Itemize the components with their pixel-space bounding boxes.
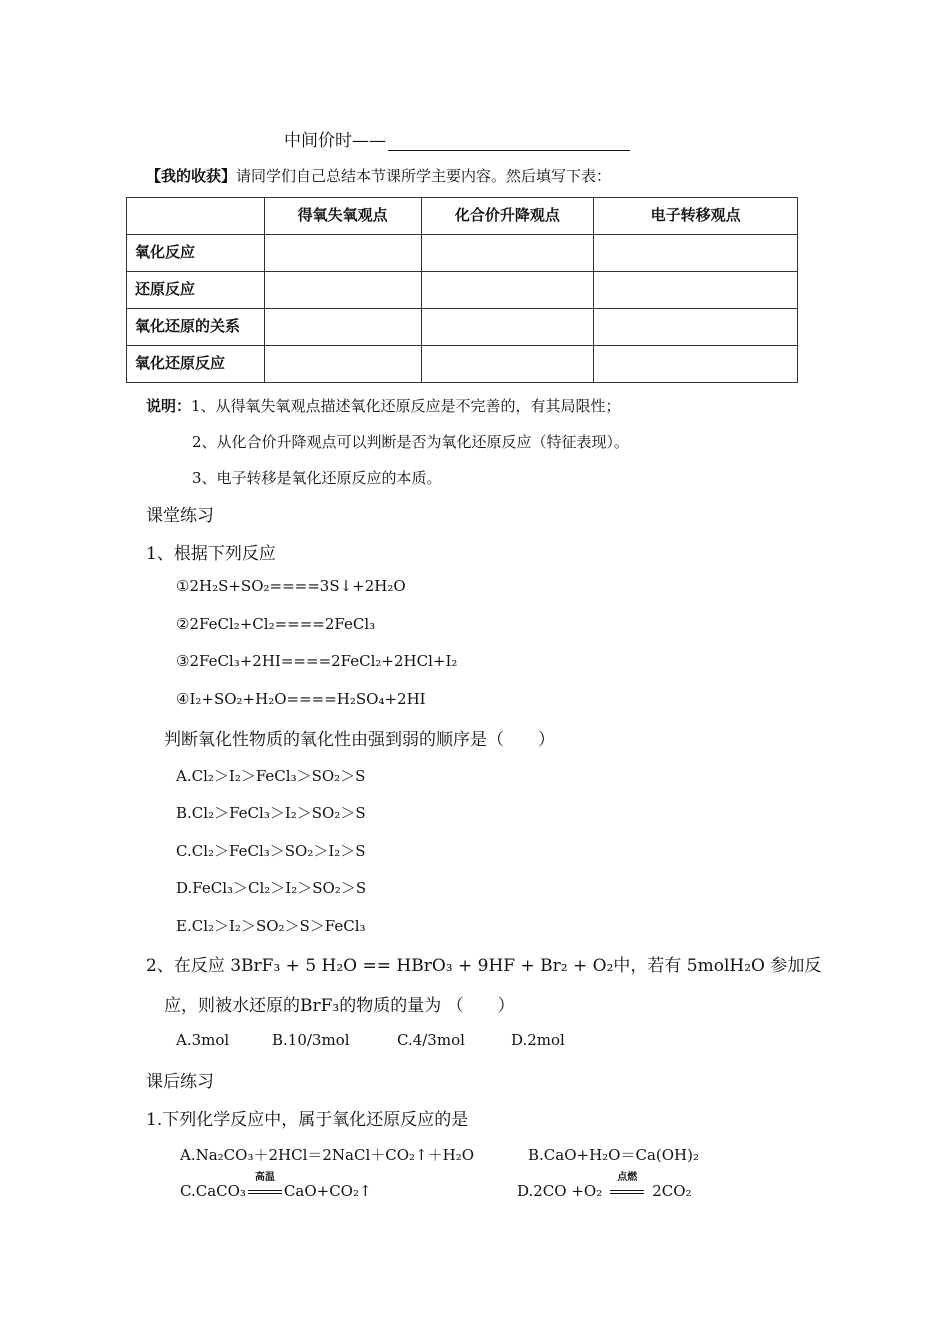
table-header-row bbox=[127, 198, 798, 235]
note-item: 3、电子转移是氧化还原反应的本质。 bbox=[192, 469, 442, 487]
condition-arrow bbox=[608, 1172, 646, 1200]
table-header-cell bbox=[127, 198, 265, 235]
reaction-line: ①2H₂S+SO₂====3S↓+2H₂O bbox=[176, 577, 406, 595]
table-cell[interactable] bbox=[264, 272, 421, 309]
reaction-line: ②2FeCl₂+Cl₂====2FeCl₃ bbox=[176, 615, 376, 633]
row-label: 氧化还原反应 bbox=[127, 346, 265, 383]
table-row bbox=[127, 272, 798, 309]
summary-table bbox=[126, 197, 798, 383]
table-header-cell: 电子转移观点 bbox=[594, 198, 798, 235]
reactant-text: D.2CO +O₂ bbox=[517, 1182, 603, 1200]
condition-arrow bbox=[246, 1172, 284, 1200]
q1-question: 判断氧化性物质的氧化性由强到弱的顺序是（ ） bbox=[164, 730, 555, 750]
option-item[interactable]: E.Cl₂＞I₂＞SO₂＞S＞FeCl₃ bbox=[176, 917, 366, 935]
option-item[interactable]: A.Cl₂＞I₂＞FeCl₃＞SO₂＞S bbox=[176, 767, 366, 785]
table-cell[interactable] bbox=[594, 235, 798, 272]
table-header-cell: 化合价升降观点 bbox=[421, 198, 594, 235]
note-item: 2、从化合价升降观点可以判断是否为氧化还原反应（特征表现）。 bbox=[192, 433, 630, 451]
table-cell[interactable] bbox=[594, 309, 798, 346]
q1-stem: 1、根据下列反应 bbox=[146, 544, 276, 564]
gain-intro bbox=[146, 165, 611, 186]
table-cell[interactable] bbox=[264, 309, 421, 346]
table-cell[interactable] bbox=[264, 235, 421, 272]
condition-label: 高温 bbox=[254, 1172, 275, 1183]
row-label: 氧化反应 bbox=[127, 235, 265, 272]
table-cell[interactable] bbox=[594, 346, 798, 383]
table-row bbox=[127, 235, 798, 272]
reaction-line: ④I₂+SO₂+H₂O====H₂SO₄+2HI bbox=[176, 690, 426, 708]
option-item[interactable]: B.10/3mol bbox=[272, 1031, 350, 1049]
double-line bbox=[248, 1190, 282, 1194]
q2-line2: 应，则被水还原的BrF₃的物质的量为 （ ） bbox=[164, 996, 515, 1016]
option-item[interactable] bbox=[180, 1172, 372, 1200]
condition-label: 点燃 bbox=[617, 1172, 638, 1183]
table-cell[interactable] bbox=[594, 272, 798, 309]
table-cell[interactable] bbox=[264, 346, 421, 383]
product-text: CaO+CO₂↑ bbox=[283, 1182, 372, 1200]
header-label: 中间价时—— bbox=[284, 131, 386, 151]
table-cell[interactable] bbox=[421, 272, 594, 309]
option-item[interactable]: D.FeCl₃＞Cl₂＞I₂＞SO₂＞S bbox=[176, 879, 367, 897]
option-item[interactable]: A.Na₂CO₃＋2HCl＝2NaCl＋CO₂↑＋H₂O bbox=[180, 1146, 475, 1164]
section-title-class-practice: 课堂练习 bbox=[146, 506, 214, 526]
reaction-line: ③2FeCl₃+2HI====2FeCl₂+2HCl+I₂ bbox=[176, 652, 458, 670]
q2-line1: 2、在反应 3BrF₃ + 5 H₂O == HBrO₃ + 9HF + Br₂ + O₂中，若有 5molH₂O 参加反 bbox=[146, 956, 822, 976]
note-line-1 bbox=[146, 395, 621, 416]
option-item[interactable]: B.CaO+H₂O＝Ca(OH)₂ bbox=[528, 1146, 699, 1164]
section-title-after-practice: 课后练习 bbox=[146, 1072, 214, 1092]
note-item: 1、从得氧失氧观点描述氧化还原反应是不完善的，有其局限性； bbox=[191, 397, 621, 415]
option-item[interactable]: C.Cl₂＞FeCl₃＞SO₂＞I₂＞S bbox=[176, 842, 366, 860]
option-item[interactable]: A.3mol bbox=[176, 1031, 230, 1049]
product-text: 2CO₂ bbox=[652, 1182, 692, 1200]
table-cell[interactable] bbox=[421, 309, 594, 346]
table-cell[interactable] bbox=[421, 235, 594, 272]
option-item[interactable]: C.4/3mol bbox=[397, 1031, 465, 1049]
table-row bbox=[127, 309, 798, 346]
q3-stem: 1.下列化学反应中，属于氧化还原反应的是 bbox=[146, 1110, 469, 1130]
gain-text: 请同学们自己总结本节课所学主要内容。然后填写下表： bbox=[236, 167, 612, 185]
row-label: 还原反应 bbox=[127, 272, 265, 309]
row-label: 氧化还原的关系 bbox=[127, 309, 265, 346]
gain-label: 【我的收获】 bbox=[146, 167, 237, 185]
blank-underline[interactable] bbox=[388, 132, 630, 151]
table-header-cell: 得氧失氧观点 bbox=[264, 198, 421, 235]
table-cell[interactable] bbox=[421, 346, 594, 383]
table-row bbox=[127, 346, 798, 383]
option-item[interactable]: B.Cl₂＞FeCl₃＞I₂＞SO₂＞S bbox=[176, 804, 366, 822]
reactant-text: C.CaCO₃ bbox=[180, 1182, 246, 1200]
header-line bbox=[284, 126, 630, 151]
option-item[interactable] bbox=[517, 1172, 692, 1200]
option-item[interactable]: D.2mol bbox=[511, 1031, 565, 1049]
double-line bbox=[610, 1190, 644, 1194]
note-label: 说明： bbox=[146, 397, 192, 415]
